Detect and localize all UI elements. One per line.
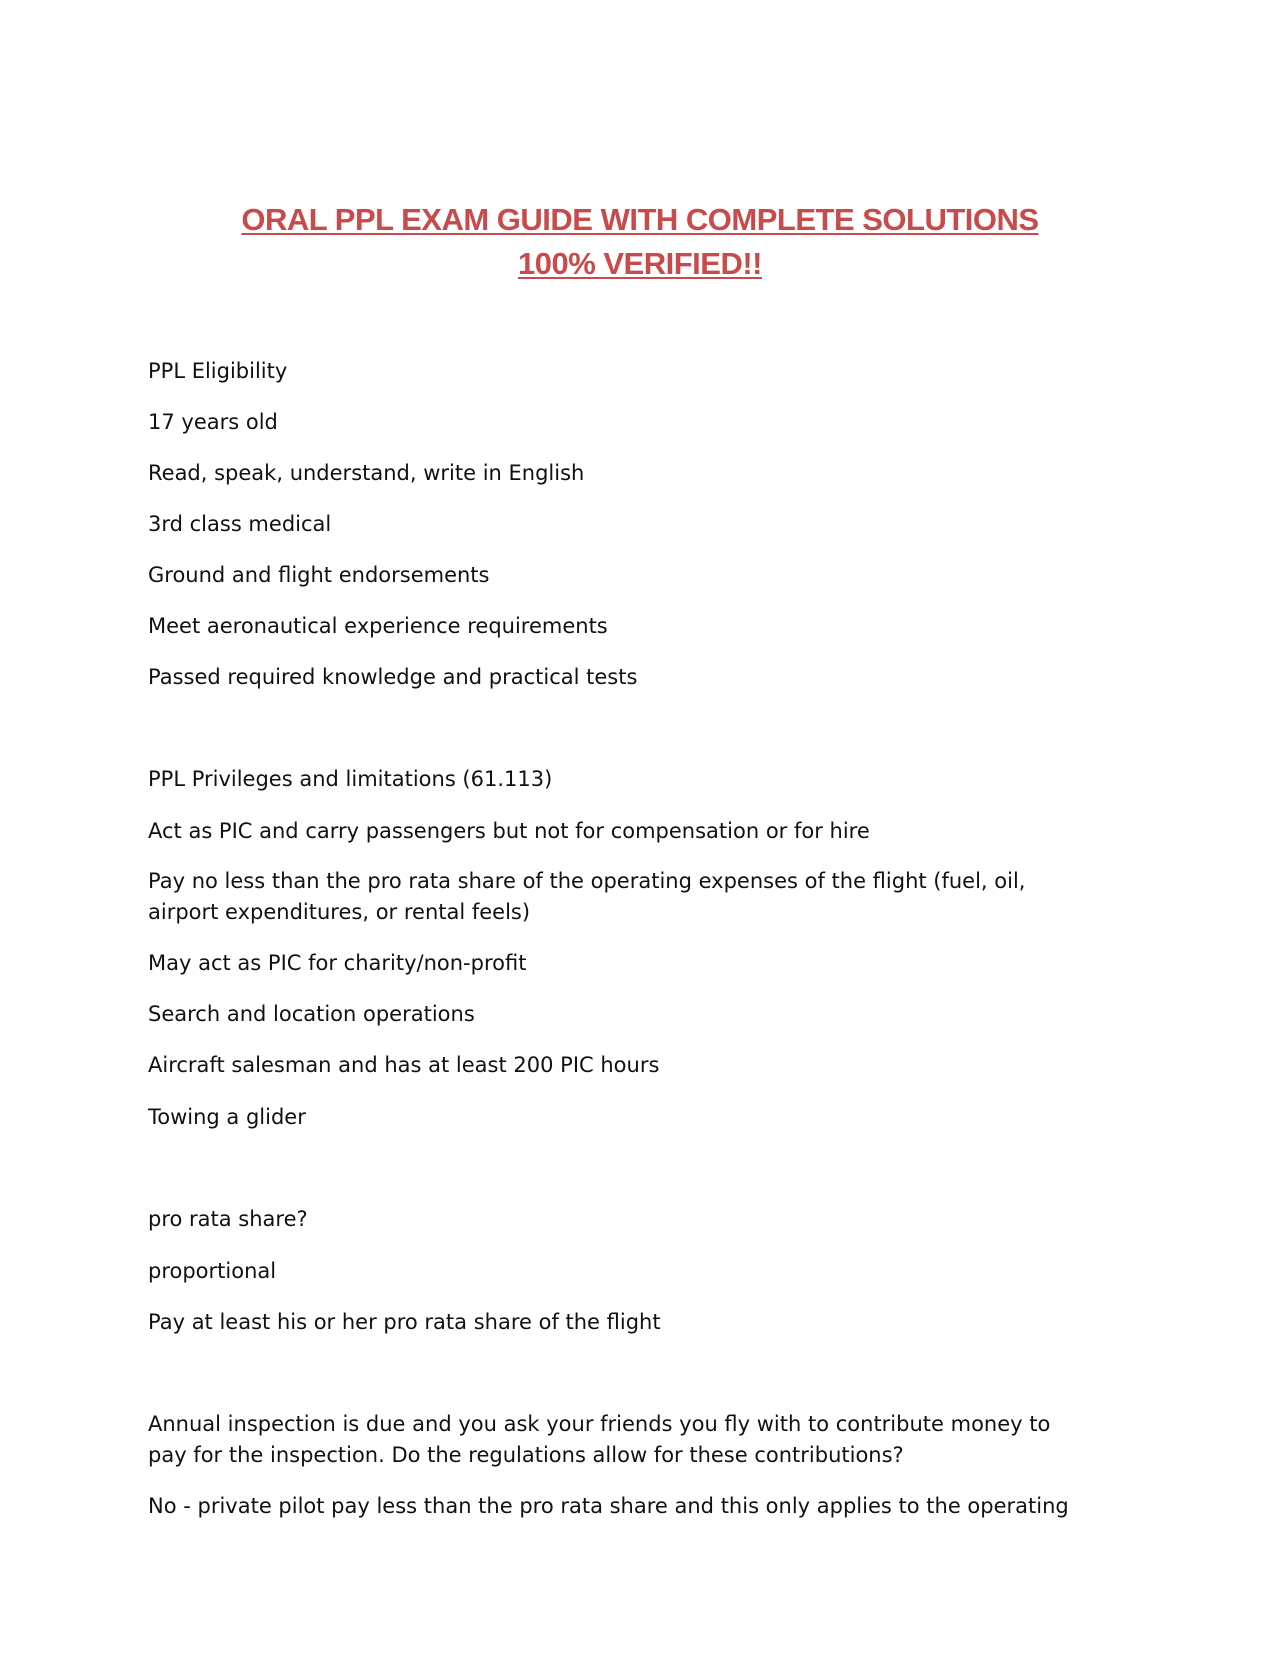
- list-item: 17 years old: [148, 410, 278, 434]
- section-heading-privileges: PPL Privileges and limitations (61.113): [148, 767, 553, 791]
- document-title-line-1: ORAL PPL EXAM GUIDE WITH COMPLETE SOLUTIONS: [241, 202, 1039, 237]
- list-item: May act as PIC for charity/non-profit: [148, 951, 527, 975]
- section-heading-annual-inspection: Annual inspection is due and you ask your friends you fly with to contribute money to: [148, 1412, 1051, 1436]
- list-item: No - private pilot pay less than the pro rata share and this only applies to the operating: [148, 1494, 1069, 1518]
- document-title-line-2: 100% VERIFIED!!: [517, 246, 762, 281]
- list-item: 3rd class medical: [148, 512, 332, 536]
- list-item-continuation: airport expenditures, or rental feels): [148, 900, 531, 924]
- list-item: Search and location operations: [148, 1002, 475, 1026]
- list-item: Pay at least his or her pro rata share of the flight: [148, 1310, 661, 1334]
- section-heading-continuation: pay for the inspection. Do the regulations allow for these contributions?: [148, 1443, 904, 1467]
- list-item: Towing a glider: [148, 1105, 306, 1129]
- section-heading-pro-rata: pro rata share?: [148, 1207, 308, 1231]
- list-item: Meet aeronautical experience requirements: [148, 614, 608, 638]
- list-item: Act as PIC and carry passengers but not for compensation or for hire: [148, 819, 870, 843]
- list-item: Pay no less than the pro rata share of the operating expenses of the flight (fuel, oil,: [148, 869, 1026, 893]
- list-item: proportional: [148, 1259, 277, 1283]
- list-item: Aircraft salesman and has at least 200 PIC hours: [148, 1053, 660, 1077]
- list-item: Read, speak, understand, write in English: [148, 461, 585, 485]
- list-item: Passed required knowledge and practical tests: [148, 665, 638, 689]
- section-heading-eligibility: PPL Eligibility: [148, 359, 288, 383]
- list-item: Ground and flight endorsements: [148, 563, 490, 587]
